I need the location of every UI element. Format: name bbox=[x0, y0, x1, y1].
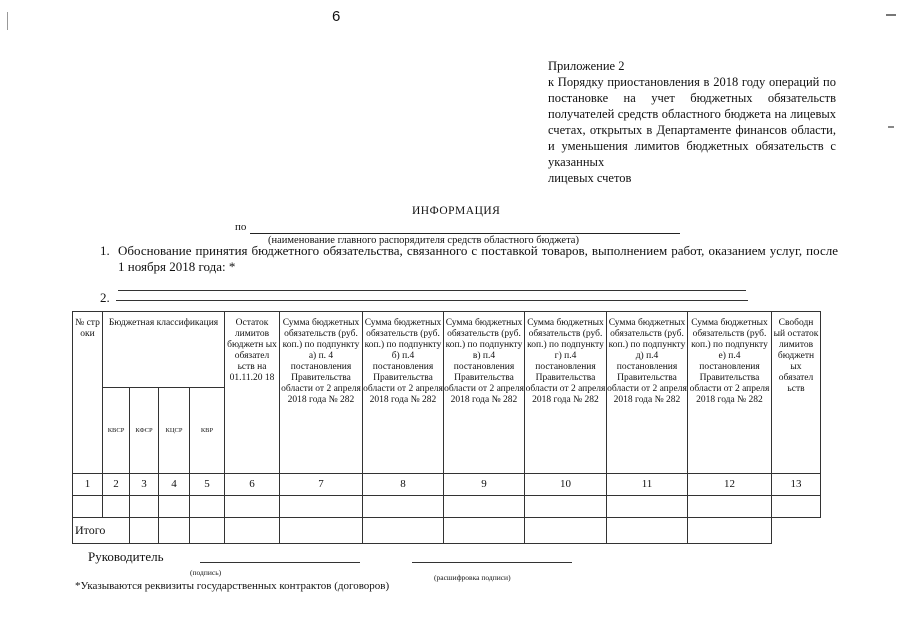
table-cell[interactable] bbox=[159, 496, 190, 518]
item-2-fill-line bbox=[116, 300, 748, 301]
col-number: 4 bbox=[159, 474, 190, 496]
table-cell[interactable] bbox=[607, 496, 688, 518]
total-label: Итого bbox=[73, 518, 130, 544]
item-1-number: 1. bbox=[100, 243, 110, 258]
col-number: 12 bbox=[688, 474, 772, 496]
scan-mark bbox=[886, 14, 896, 16]
header-row-no: № стр оки bbox=[73, 312, 103, 474]
col-number: 10 bbox=[525, 474, 607, 496]
header-col-9: Сумма бюджетных обязательств (руб. коп.) по подпункту в) п.4 постановления Правительства области от 2 апреля 2018 года № 282 bbox=[444, 312, 525, 474]
item-2-number: 2. bbox=[100, 290, 110, 305]
table-cell[interactable] bbox=[130, 496, 159, 518]
table-cell[interactable] bbox=[280, 518, 363, 544]
header-budget-class: Бюджетная классификация bbox=[103, 312, 225, 388]
po-caption: (наименование главного распорядителя средств областного бюджета) bbox=[268, 235, 579, 246]
signature-line bbox=[200, 562, 360, 563]
table-cell[interactable] bbox=[103, 496, 130, 518]
appendix-block bbox=[548, 58, 836, 186]
table-cell[interactable] bbox=[225, 496, 280, 518]
table-cell[interactable] bbox=[363, 518, 444, 544]
header-col-12: Сумма бюджетных обязательств (руб. коп.) по подпункту е) п.4 постановления Правительства области от 2 апреля 2018 года № 282 bbox=[688, 312, 772, 474]
scan-mark bbox=[888, 126, 894, 128]
header-col-11: Сумма бюджетных обязательств (руб. коп.) по подпункту д) п.4 постановления Правительства области от 2 апреля 2018 года № 282 bbox=[607, 312, 688, 474]
po-fill-line bbox=[250, 233, 680, 234]
page-number: 6 bbox=[332, 8, 341, 25]
col-number: 13 bbox=[772, 474, 821, 496]
table-cell[interactable] bbox=[688, 518, 772, 544]
col-number: 2 bbox=[103, 474, 130, 496]
footnote: *Указываются реквизиты государственных контрактов (договоров) bbox=[75, 580, 390, 592]
document-heading: ИНФОРМАЦИЯ bbox=[412, 205, 501, 217]
table-cell[interactable] bbox=[225, 518, 280, 544]
col-number: 9 bbox=[444, 474, 525, 496]
item-1-text: Обоснование принятия бюджетного обязательства, связанного с поставкой товаров, выполнением работ, оказанием услуг, после 1 ноября 2018 года: * bbox=[118, 243, 838, 274]
header-col-8: Сумма бюджетных обязательств (руб. коп.) по подпункту б) п.4 постановления Правительства области от 2 апреля 2018 года № 282 bbox=[363, 312, 444, 474]
table-cell[interactable] bbox=[159, 518, 190, 544]
table-row bbox=[73, 496, 821, 518]
header-kvsr: КВСР bbox=[103, 388, 130, 474]
table-cell[interactable] bbox=[525, 496, 607, 518]
table-cell[interactable] bbox=[280, 496, 363, 518]
table-cell[interactable] bbox=[525, 518, 607, 544]
col-number: 6 bbox=[225, 474, 280, 496]
header-kfsr: КФСР bbox=[130, 388, 159, 474]
table-cell[interactable] bbox=[688, 496, 772, 518]
table-cell[interactable] bbox=[190, 496, 225, 518]
header-kvr: КВР bbox=[190, 388, 225, 474]
col-number: 8 bbox=[363, 474, 444, 496]
signature-label: Руководитель bbox=[88, 549, 164, 564]
info-table bbox=[72, 311, 821, 544]
item-1-fill-line bbox=[118, 290, 746, 291]
appendix-body: к Порядку приостановления в 2018 году операций по постановке на учет бюджетных обязательств получателей средств областного бюджета на лицевых счетах, открытых в Департаменте финансов области, и уменьшения лимитов бюджетных обязательств с указанных bbox=[548, 75, 836, 169]
scan-mark bbox=[7, 12, 8, 30]
signature-caption: (подпись) bbox=[190, 568, 222, 577]
col-number: 5 bbox=[190, 474, 225, 496]
table-cell[interactable] bbox=[444, 496, 525, 518]
total-row bbox=[73, 518, 821, 544]
table-cell[interactable] bbox=[73, 496, 103, 518]
decode-caption: (расшифровка подписи) bbox=[434, 573, 511, 582]
table-cell[interactable] bbox=[607, 518, 688, 544]
appendix-tail: лицевых счетов bbox=[548, 171, 632, 185]
table-cell[interactable] bbox=[444, 518, 525, 544]
appendix-title: Приложение 2 bbox=[548, 59, 625, 73]
col-number: 7 bbox=[280, 474, 363, 496]
col-number: 1 bbox=[73, 474, 103, 496]
table-cell[interactable] bbox=[772, 496, 821, 518]
header-col-13: Свободн ый остаток лимитов бюджетн ых обязател ьств bbox=[772, 312, 821, 474]
decode-line bbox=[412, 562, 572, 563]
col-number: 3 bbox=[130, 474, 159, 496]
col-number: 11 bbox=[607, 474, 688, 496]
header-col-6: Остаток лимитов бюджетн ых обязател ьств на 01.11.20 18 bbox=[225, 312, 280, 474]
item-1 bbox=[100, 243, 838, 275]
header-kcsr: КЦСР bbox=[159, 388, 190, 474]
header-col-10: Сумма бюджетных обязательств (руб. коп.) по подпункту г) п.4 постановления Правительства области от 2 апреля 2018 года № 282 bbox=[525, 312, 607, 474]
po-label: по bbox=[235, 221, 247, 233]
table-cell[interactable] bbox=[130, 518, 159, 544]
table-cell[interactable] bbox=[363, 496, 444, 518]
header-col-7: Сумма бюджетных обязательств (руб. коп.) по подпункту а) п. 4 постановления Правительства области от 2 апреля 2018 года № 282 bbox=[280, 312, 363, 474]
table-cell[interactable] bbox=[190, 518, 225, 544]
